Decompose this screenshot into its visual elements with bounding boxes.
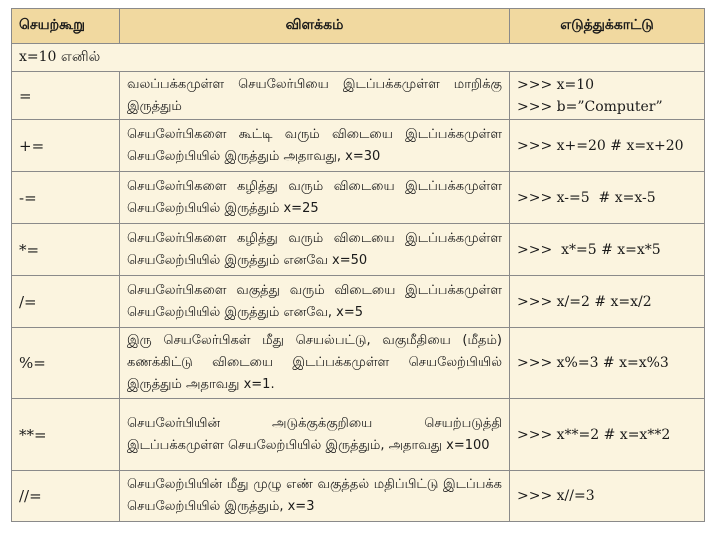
- example-cell: [510, 276, 705, 328]
- operator-cell: =: [12, 72, 120, 120]
- top-strip: [0, 0, 712, 7]
- example-line: >>> x+=20 # x=x+20: [517, 137, 684, 154]
- operator-cell: **=: [12, 399, 120, 471]
- example-line: >>> x*=5 # x=x*5: [517, 241, 661, 258]
- description-cell: வலப்பக்கமுள்ள செயலேர்பியை இடப்பக்கமுள்ள மாறிக்கு இருத்தும்: [120, 72, 510, 120]
- table-row: [12, 471, 705, 522]
- example-cell: [510, 328, 705, 399]
- operator-cell: +=: [12, 120, 120, 172]
- example-line: >>> x%=3 # x=x%3: [517, 355, 669, 371]
- assignment-operators-table: [11, 8, 705, 522]
- operator-cell: -=: [12, 172, 120, 224]
- table-row: [12, 224, 705, 276]
- table-row: [12, 72, 705, 120]
- header-example: எடுத்துக்காட்டு: [510, 9, 705, 44]
- assumption-note: x=10 எனில்: [12, 44, 705, 72]
- description-cell: செயலேர்பியின் அடுக்குக்குறியை செயற்படுத்தி இடப்பக்கமுள்ள செயலேற்பியில் இருத்தும், அதாவது x=100: [120, 399, 510, 471]
- description-cell: செயலேர்பிகளை கூட்டி வரும் விடையை இடப்பக்கமுள்ள செயலேற்பியில் இருத்தும் அதாவது, x=30: [120, 120, 510, 172]
- description-cell: இரு செயலேர்பிகள் மீது செயல்பட்டு, வகுமீதியை (மீதம்) கணக்கிட்டு விடையை இடப்பக்கமுள்ள செயலேற்பியில் இருத்தும் அதாவது x=1.: [120, 328, 510, 399]
- table-row: [12, 399, 705, 471]
- example-line: >>> x**=2 # x=x**2: [517, 426, 671, 443]
- description-cell: செயலேர்பிகளை கழித்து வரும் விடையை இடப்பக்கமுள்ள செயலேற்பியில் இருத்தும் x=25: [120, 172, 510, 224]
- operator-cell: %=: [12, 328, 120, 399]
- example-line: >>> x=10: [517, 76, 595, 93]
- example-cell: [510, 172, 705, 224]
- operator-cell: /=: [12, 276, 120, 328]
- example-cell: [510, 471, 705, 522]
- example-cell: [510, 224, 705, 276]
- operator-cell: *=: [12, 224, 120, 276]
- example-cell: [510, 120, 705, 172]
- table-row: [12, 120, 705, 172]
- description-cell: செயலேர்பிகளை கழித்து வரும் விடையை இடப்பக்கமுள்ள செயலேற்பியில் இருத்தும் எனவே x=50: [120, 224, 510, 276]
- example-cell: [510, 72, 705, 120]
- table-row: [12, 328, 705, 399]
- operator-cell: //=: [12, 471, 120, 522]
- description-cell: செயலேற்பியின் மீது முழு எண் வகுத்தல் மதிப்பிட்டு இடப்பக்க செயலேற்பியில் இருத்தும், x=3: [120, 471, 510, 522]
- example-line: >>> x-=5 # x=x-5: [517, 189, 656, 206]
- header-operator: செயற்கூறு: [12, 9, 120, 44]
- table-row: [12, 276, 705, 328]
- header-description: விளக்கம்: [120, 9, 510, 44]
- example-line: >>> x//=3: [517, 488, 595, 504]
- table-header-row: [12, 9, 705, 44]
- assumption-row: [12, 44, 705, 72]
- example-line: >>> x/=2 # x=x/2: [517, 293, 652, 310]
- description-cell: செயலேர்பிகளை வகுத்து வரும் விடையை இடப்பக்கமுள்ள செயலேற்பியில் இருத்தும் எனவே, x=5: [120, 276, 510, 328]
- example-cell: [510, 399, 705, 471]
- example-line: >>> b=”Computer”: [517, 98, 663, 115]
- table-row: [12, 172, 705, 224]
